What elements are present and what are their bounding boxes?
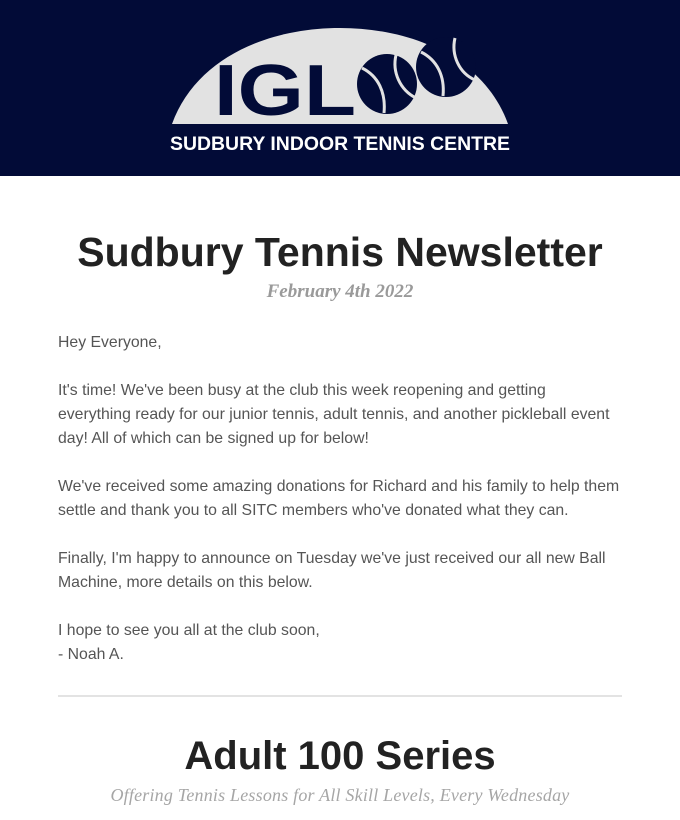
logo-text: IGL [214, 51, 356, 131]
newsletter-content [0, 228, 680, 806]
body-paragraph: Finally, I'm happy to announce on Tuesday we've just received our all new Ball Machine, more details on this below. [58, 550, 606, 591]
signature-text: - Noah A. [58, 646, 124, 663]
newsletter-body [58, 331, 622, 667]
body-paragraph: We've received some amazing donations for Richard and his family to help them settle and thank you to all SITC members who've donated what they can. [58, 478, 620, 519]
section-divider [58, 695, 622, 697]
logo-subtitle: SUDBURY INDOOR TENNIS CENTRE [170, 134, 511, 155]
section-subtitle: Offering Tennis Lessons for All Skill Levels, Every Wednesday [110, 785, 570, 805]
newsletter-date: February 4th 2022 [266, 281, 414, 302]
newsletter-title: Sudbury Tennis Newsletter [77, 229, 603, 275]
header-banner [0, 0, 680, 176]
greeting-text: Hey Everyone, [58, 334, 162, 351]
body-paragraph: It's time! We've been busy at the club this week reopening and getting everything ready for our junior tennis, adult tennis, and another pickleball event day! All of which can be signed up for below! [58, 382, 610, 447]
tennis-ball-icon [416, 37, 476, 97]
closing-block [58, 619, 622, 667]
tennis-ball-icon [357, 54, 417, 114]
closing-text: I hope to see you all at the club soon, [58, 622, 320, 639]
section-title: Adult 100 Series [184, 734, 496, 778]
logo [0, 0, 680, 176]
